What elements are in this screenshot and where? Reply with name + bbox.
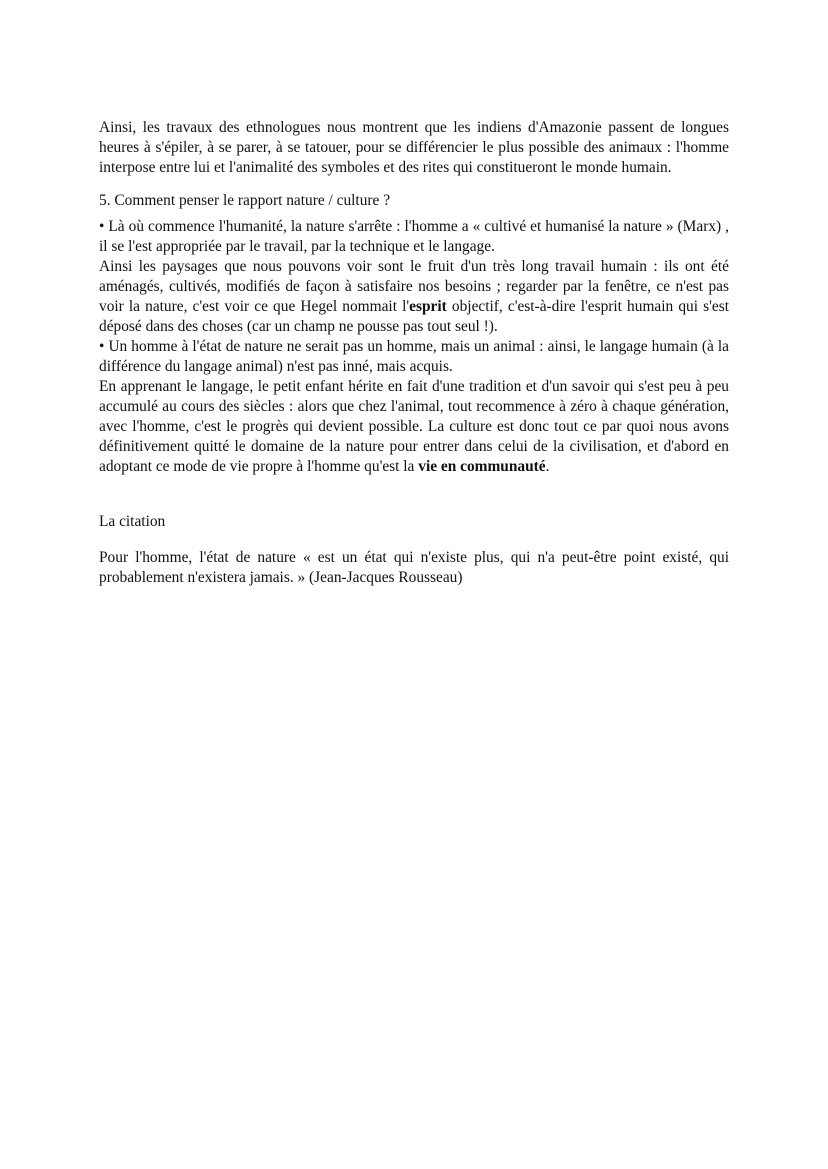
bullet-paragraph-1: • Là où commence l'humanité, la nature s'arrête : l'homme a « cultivé et humanisé la nature » (Marx) , il se l'est appropriée par le travail, par la technique et le langage. (99, 218, 729, 255)
paragraph-landscapes-text: Ainsi les paysages que nous pouvons voir sont le fruit d'un très long travail humain : ils ont été aménagés, cultivés, modifiés de façon à satisfaire nos besoins ; regarder par la fenêtre, ce n'est pas voir la nature, c'est voir ce que Hegel nommait l' (99, 258, 729, 315)
vie-en-communaute-bold: vie en communauté (418, 458, 546, 475)
paragraph-language-text: En apprenant le langage, le petit enfant hérite en fait d'une tradition et d'un savoir qui s'est peu à peu accumulé au cours des siècles : alors que chez l'animal, tout recommence à zéro à chaque génération, avec l'homme, c'est le progrès qui devient possible. La culture est donc tout ce par quoi nous avons définitivement quitté le domaine de la nature pour entrer dans celui de la civilisation, et d'abord en adoptant ce mode de vie propre à l'homme qu'est la (99, 378, 729, 475)
paragraph-language-text-end: . (545, 458, 550, 475)
section-5-title: 5. Comment penser le rapport nature / culture ? (99, 192, 391, 209)
document-page (99, 118, 729, 588)
citation-text: Pour l'homme, l'état de nature « est un état qui n'existe plus, qui n'a peut-être point existé, qui probablement n'existera jamais. » (Jean-Jacques Rousseau) (99, 549, 729, 586)
paragraph-landscapes-text-end: objectif, c'est-à-dire l'esprit humain qui s'est déposé dans des choses (car un champ ne pousse pas tout seul !). (99, 298, 729, 335)
citation-heading: La citation (99, 513, 166, 530)
paragraph-landscapes (99, 257, 729, 337)
paragraph-language (99, 377, 729, 477)
bullet-paragraph-2: • Un homme à l'état de nature ne serait pas un homme, mais un animal : ainsi, le langage humain (à la différence du langage animal) n'est pas inné, mais acquis. (99, 338, 729, 375)
esprit-bold: esprit (409, 298, 447, 315)
intro-paragraph: Ainsi, les travaux des ethnologues nous montrent que les indiens d'Amazonie passent de longues heures à s'épiler, à se parer, à se tatouer, pour se différencier le plus possible des animaux : l'homme interpose entre lui et l'animalité des symboles et des rites qui constitueront le monde humain. (99, 119, 729, 176)
